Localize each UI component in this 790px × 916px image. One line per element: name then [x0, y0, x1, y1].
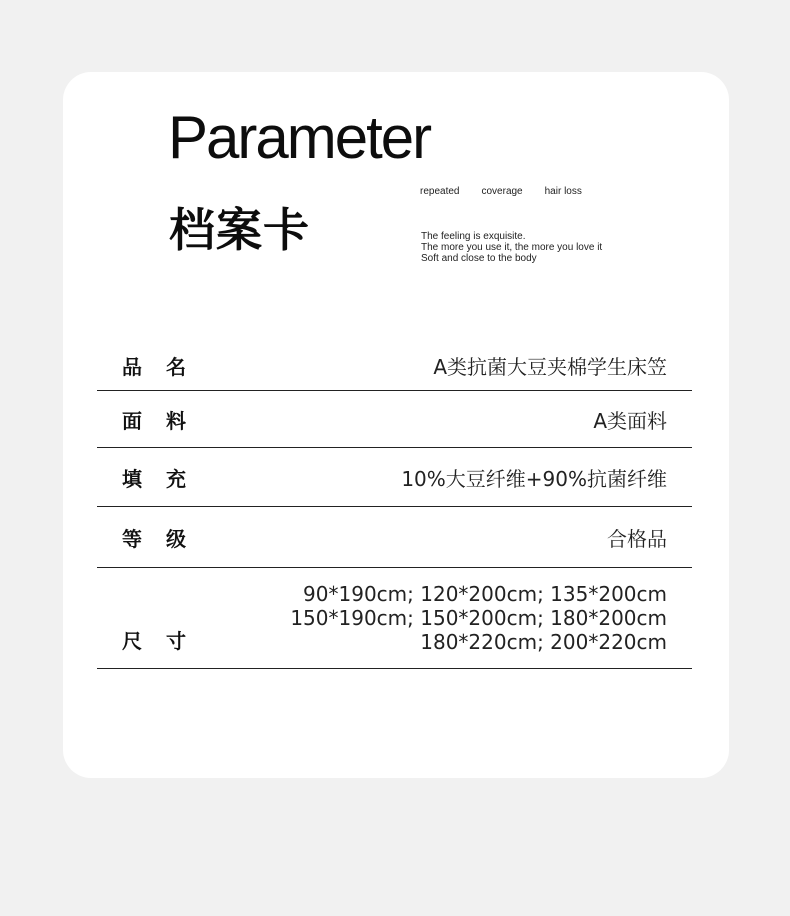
param-row-fabric — [97, 391, 692, 448]
size-line: 180*220cm; 200*220cm — [420, 630, 667, 654]
param-value: 合格品 — [607, 526, 667, 551]
param-label: 品名 — [122, 354, 210, 379]
param-value-sizes — [290, 582, 692, 654]
param-value: A类面料 — [593, 408, 667, 433]
param-row-filling — [97, 448, 692, 507]
tag-item: hair loss — [544, 186, 582, 197]
param-value: A类抗菌大豆夹棉学生床笠 — [433, 354, 667, 379]
param-label: 等级 — [122, 526, 210, 551]
tag-list — [420, 186, 582, 197]
tagline-line: Soft and close to the body — [421, 253, 537, 264]
title-english: Parameter — [168, 104, 431, 171]
tagline-line: The feeling is exquisite. — [421, 231, 526, 242]
tag-item: coverage — [481, 186, 523, 197]
param-label: 填充 — [122, 466, 210, 491]
title-chinese: 档案卡 — [169, 203, 310, 257]
param-row-grade — [97, 507, 692, 568]
size-line: 150*190cm; 150*200cm; 180*200cm — [290, 606, 667, 630]
size-line: 90*190cm; 120*200cm; 135*200cm — [303, 582, 667, 606]
parameter-table — [97, 340, 692, 669]
param-value: 10%大豆纤维+90%抗菌纤维 — [401, 466, 667, 491]
param-row-size — [97, 568, 692, 669]
param-label: 尺寸 — [122, 628, 210, 653]
parameter-card — [63, 72, 729, 778]
tagline — [421, 231, 602, 264]
param-label: 面料 — [122, 408, 210, 433]
tagline-line: The more you use it, the more you love it — [421, 242, 603, 253]
tag-item: repeated — [420, 186, 460, 197]
param-row-name — [97, 340, 692, 391]
